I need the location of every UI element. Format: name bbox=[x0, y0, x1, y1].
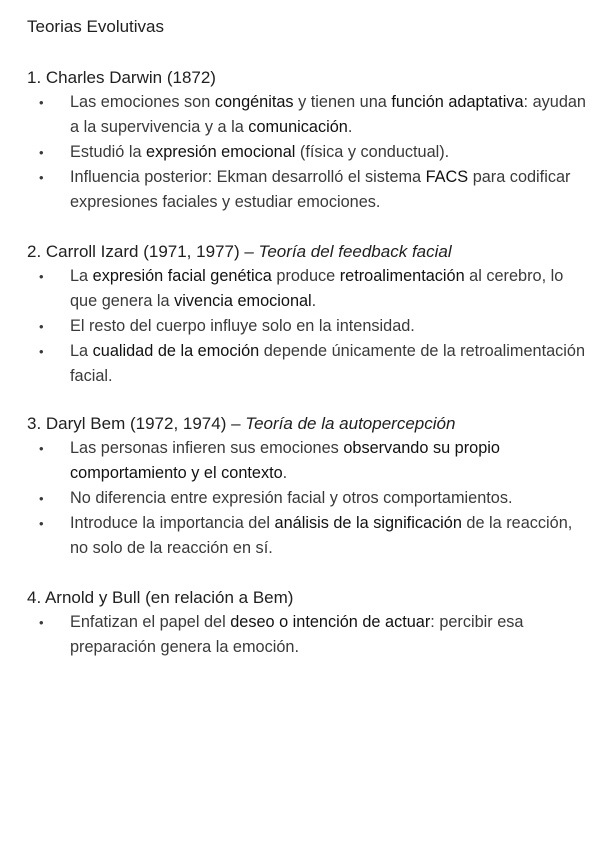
text-segment: Las emociones son bbox=[70, 93, 215, 111]
bold-text: congénitas bbox=[214, 93, 294, 111]
text-segment: No diferencia entre expresión facial y otros comportamientos. bbox=[70, 489, 513, 507]
section-heading bbox=[27, 585, 587, 610]
text-segment: La bbox=[70, 342, 93, 360]
bullet-icon: • bbox=[39, 319, 44, 334]
text-segment: La bbox=[70, 267, 93, 285]
list-item bbox=[27, 314, 587, 339]
text-segment: para codificar expresiones faciales y estudiar emociones. bbox=[70, 168, 571, 211]
list-item bbox=[27, 610, 587, 660]
bullet-icon: • bbox=[39, 170, 44, 185]
section-heading bbox=[27, 65, 587, 90]
bullet-icon: • bbox=[39, 269, 44, 284]
document-title: Teorias Evolutivas bbox=[27, 17, 165, 36]
bullet-icon: • bbox=[39, 344, 44, 359]
text-segment: al cerebro, lo que genera la bbox=[70, 267, 564, 310]
text-segment: depende únicamente de la retroalimentación facial. bbox=[70, 342, 586, 385]
bold-text: FACS bbox=[425, 168, 469, 186]
list-item bbox=[27, 140, 587, 165]
list-item bbox=[27, 165, 587, 215]
section-heading-text: 2. Carroll Izard (1971, 1977) – bbox=[27, 242, 259, 261]
text-segment: : ayudan a la supervivencia y a la bbox=[70, 93, 586, 136]
text-segment: Enfatizan el papel del bbox=[70, 613, 231, 631]
text-segment: de la reacción, no solo de la reacción en sí. bbox=[70, 514, 573, 557]
bullet-icon: • bbox=[39, 95, 44, 110]
text-segment: (física y conductual). bbox=[295, 143, 450, 161]
bold-text: expresión emocional bbox=[146, 143, 296, 161]
section-heading bbox=[27, 239, 587, 264]
section-arnold-bull bbox=[27, 585, 587, 660]
section-theory-name: Teoría del feedback facial bbox=[258, 242, 452, 261]
list-item bbox=[27, 90, 587, 140]
bold-text: deseo o intención de actuar bbox=[230, 613, 431, 631]
text-segment: produce bbox=[271, 267, 340, 285]
section-heading-text: 3. Daryl Bem (1972, 1974) – bbox=[27, 414, 246, 433]
text-segment: . bbox=[282, 464, 288, 482]
section-heading bbox=[27, 411, 587, 436]
text-segment: . bbox=[311, 292, 317, 310]
bold-text: función adaptativa bbox=[391, 93, 524, 111]
bullet-list bbox=[27, 610, 587, 660]
bullet-icon: • bbox=[39, 516, 44, 531]
text-segment: . bbox=[347, 118, 353, 136]
bold-text: análisis de la significación bbox=[274, 514, 462, 532]
text-segment: : percibir esa preparación genera la emoción. bbox=[70, 613, 524, 656]
list-item bbox=[27, 264, 587, 314]
bold-text: comunicación bbox=[248, 118, 348, 136]
bold-text: cualidad de la emoción bbox=[92, 342, 260, 360]
section-theory-name: Teoría de la autopercepción bbox=[245, 414, 456, 433]
section-izard bbox=[27, 239, 587, 389]
section-bem bbox=[27, 411, 587, 561]
text-segment: Las personas infieren sus emociones bbox=[70, 439, 344, 457]
bold-text: vivencia emocional bbox=[174, 292, 312, 310]
bullet-icon: • bbox=[39, 491, 44, 506]
text-segment: Estudió la bbox=[70, 143, 147, 161]
section-darwin bbox=[27, 65, 587, 215]
bold-text: retroalimentación bbox=[339, 267, 465, 285]
text-segment: Influencia posterior: Ekman desarrolló el sistema bbox=[70, 168, 426, 186]
list-item bbox=[27, 436, 587, 486]
bullet-icon: • bbox=[39, 145, 44, 160]
bullet-list bbox=[27, 90, 587, 215]
list-item bbox=[27, 339, 587, 389]
section-heading-text: 1. Charles Darwin (1872) bbox=[27, 68, 216, 87]
list-item bbox=[27, 486, 587, 511]
bullet-icon: • bbox=[39, 615, 44, 630]
text-segment: y tienen una bbox=[293, 93, 392, 111]
text-segment: El resto del cuerpo influye solo en la intensidad. bbox=[70, 317, 415, 335]
bold-text: observando su propio comportamiento y el contexto bbox=[70, 439, 500, 482]
bullet-list bbox=[27, 264, 587, 389]
text-segment: Introduce la importancia del bbox=[70, 514, 275, 532]
bold-text: expresión facial genética bbox=[92, 267, 272, 285]
section-heading-text: 4. Arnold y Bull (en relación a Bem) bbox=[27, 588, 294, 607]
list-item bbox=[27, 511, 587, 561]
bullet-icon: • bbox=[39, 441, 44, 456]
bullet-list bbox=[27, 436, 587, 561]
